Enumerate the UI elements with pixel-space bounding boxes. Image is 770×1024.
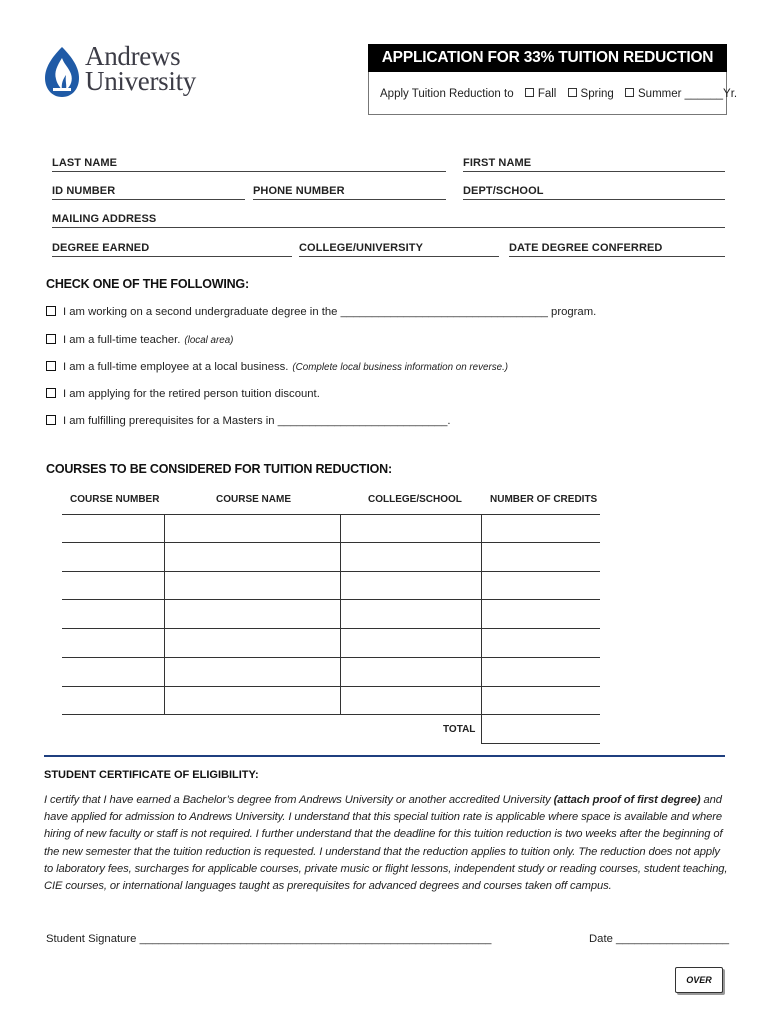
- table-row-rule: [62, 714, 600, 715]
- logo-line-2: University: [85, 66, 196, 96]
- table-column-divider: [164, 514, 165, 714]
- certificate-body: [44, 792, 728, 895]
- over-button[interactable]: OVER: [675, 967, 723, 993]
- date-degree-conferred-label: DATE DEGREE CONFERRED: [509, 242, 663, 254]
- option-fall-label: Fall: [537, 88, 557, 100]
- courses-section-title: COURSES TO BE CONSIDERED FOR TUITION REDUCTION:: [46, 462, 392, 476]
- form-title: APPLICATION FOR 33% TUITION REDUCTION: [368, 44, 727, 72]
- id-number-label: ID NUMBER: [52, 185, 116, 197]
- last-name-label: LAST NAME: [52, 157, 118, 169]
- teacher-checkbox[interactable]: [46, 334, 56, 344]
- second-degree-checkbox[interactable]: [46, 306, 56, 316]
- first-name-field[interactable]: [463, 171, 725, 172]
- retired-checkbox[interactable]: [46, 388, 56, 398]
- id-number-field[interactable]: [52, 199, 245, 200]
- table-column-divider: [481, 514, 482, 743]
- total-cell-bottom-rule: [481, 743, 600, 744]
- date-degree-conferred-field[interactable]: [509, 256, 725, 257]
- option-summer[interactable]: [625, 88, 737, 100]
- summer-checkbox[interactable]: [625, 88, 634, 97]
- table-header-rule: [62, 514, 600, 515]
- col-course-name: COURSE NAME: [216, 494, 292, 505]
- table-row-rule: [62, 657, 600, 658]
- mailing-address-label: MAILING ADDRESS: [52, 213, 157, 225]
- degree-earned-field[interactable]: [52, 256, 292, 257]
- andrews-university-flame-logo-icon: [44, 46, 80, 98]
- check-item-note: (local area): [184, 335, 234, 346]
- check-item-second-degree[interactable]: [46, 306, 596, 318]
- check-item-text: I am applying for the retired person tuition discount.: [63, 388, 320, 400]
- check-item-text: I am a full-time teacher.: [63, 334, 181, 346]
- apply-prefix: Apply Tuition Reduction to: [380, 88, 514, 100]
- dept-school-field[interactable]: [463, 199, 725, 200]
- table-column-divider: [340, 514, 341, 714]
- degree-earned-label: DEGREE EARNED: [52, 242, 150, 254]
- check-item-text: I am fulfilling prerequisites for a Masters in ___________________________.: [63, 415, 451, 427]
- college-university-label: COLLEGE/UNIVERSITY: [299, 242, 424, 254]
- check-item-note: (Complete local business information on reverse.): [292, 362, 509, 373]
- check-item-local-employee[interactable]: [46, 361, 508, 373]
- mailing-address-field[interactable]: [52, 227, 725, 228]
- check-item-teacher[interactable]: [46, 334, 233, 346]
- certificate-body-bold: (attach proof of first degree): [553, 794, 701, 806]
- check-item-text: I am working on a second undergraduate degree in the _________________________________ program.: [63, 306, 597, 318]
- logo-line-1: Andrews: [85, 41, 181, 71]
- first-name-label: FIRST NAME: [463, 157, 532, 169]
- certificate-body-text: I certify that I have earned a Bachelor’s degree from Andrews University or another accredited University: [44, 794, 554, 806]
- table-row-rule: [62, 542, 600, 543]
- section-divider: [44, 755, 725, 757]
- option-summer-label: Summer ______Yr.: [638, 88, 738, 100]
- dept-school-label: DEPT/SCHOOL: [463, 185, 544, 197]
- masters-prereq-checkbox[interactable]: [46, 415, 56, 425]
- total-label: TOTAL: [443, 724, 476, 735]
- option-spring-label: Spring: [580, 88, 614, 100]
- apply-term-line: [380, 88, 737, 100]
- table-row-rule: [62, 571, 600, 572]
- fall-checkbox[interactable]: [525, 88, 534, 97]
- certificate-title: STUDENT CERTIFICATE OF ELIGIBILITY:: [44, 769, 259, 781]
- check-item-text: I am a full-time employee at a local business.: [63, 361, 289, 373]
- col-number-of-credits: NUMBER OF CREDITS: [490, 494, 598, 505]
- check-item-retired[interactable]: [46, 388, 320, 400]
- col-course-number: COURSE NUMBER: [70, 494, 160, 505]
- spring-checkbox[interactable]: [568, 88, 577, 97]
- phone-number-label: PHONE NUMBER: [253, 185, 345, 197]
- check-section-title: CHECK ONE OF THE FOLLOWING:: [46, 277, 249, 291]
- table-row-rule: [62, 686, 600, 687]
- student-signature-field[interactable]: Student Signature ________________________________________________________: [46, 933, 492, 945]
- college-university-field[interactable]: [299, 256, 499, 257]
- table-row-rule: [62, 628, 600, 629]
- check-item-masters-prereq[interactable]: [46, 415, 451, 427]
- option-fall[interactable]: [525, 88, 557, 100]
- phone-number-field[interactable]: [253, 199, 446, 200]
- university-logo-text: [85, 41, 196, 96]
- certificate-body-text-continued: and have applied for admission to Andrews University. I understand that this special tuition rate is applicable where space is available and where hiring of new faculty or staff is not required. I further understand that the deadline for this tuition reduction is two weeks after the beginning of the new semester that the tuition reduction is requested. I understand that the reduction applies to tuition only. The reduction does not apply to laboratory fees, surcharges for applicable courses, private music or flight lessons, independent study or reading courses, student teaching, CIE courses, or international languages taught as prerequisites for advanced degrees and courses taken off campus.: [44, 794, 728, 893]
- option-spring[interactable]: [568, 88, 614, 100]
- signature-date-field[interactable]: Date __________________: [589, 933, 730, 945]
- table-row-rule: [62, 599, 600, 600]
- local-employee-checkbox[interactable]: [46, 361, 56, 371]
- last-name-field[interactable]: [52, 171, 446, 172]
- col-college-school: COLLEGE/SCHOOL: [368, 494, 462, 505]
